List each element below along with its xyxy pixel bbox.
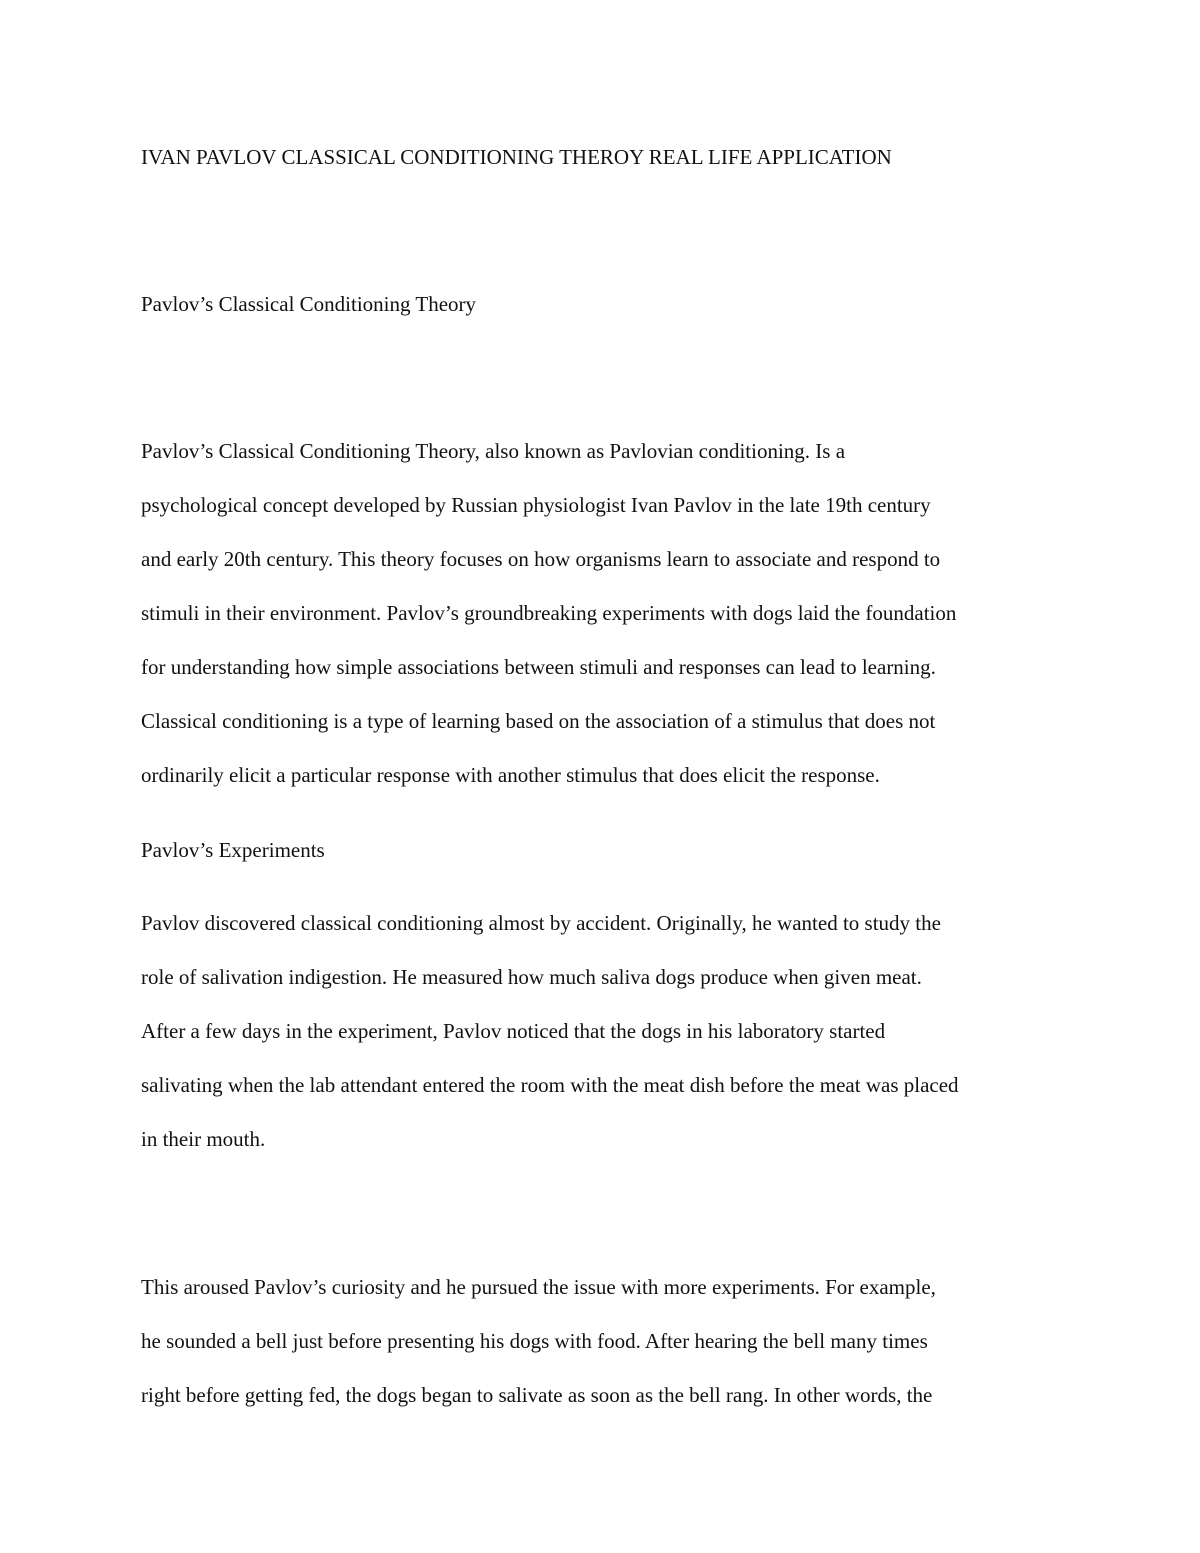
paragraph-line: After a few days in the experiment, Pavlov noticed that the dogs in his laboratory started	[141, 1019, 886, 1043]
section-heading-experiments: Pavlov’s Experiments	[141, 838, 325, 862]
paragraph-line: stimuli in their environment. Pavlov’s groundbreaking experiments with dogs laid the foundation	[141, 601, 957, 625]
paragraph-line: he sounded a bell just before presenting his dogs with food. After hearing the bell many times	[141, 1329, 928, 1353]
paragraph-line: for understanding how simple associations between stimuli and responses can lead to learning.	[141, 655, 936, 679]
paragraph-line: in their mouth.	[141, 1127, 266, 1151]
paragraph-line: role of salivation indigestion. He measured how much saliva dogs produce when given meat.	[141, 965, 922, 989]
paragraph-line: ordinarily elicit a particular response with another stimulus that does elicit the response.	[141, 763, 880, 787]
paragraph-line: Pavlov’s Classical Conditioning Theory, also known as Pavlovian conditioning. Is a	[141, 439, 846, 463]
paragraph-line: Pavlov discovered classical conditioning almost by accident. Originally, he wanted to study the	[141, 911, 941, 935]
paragraph-line: This aroused Pavlov’s curiosity and he pursued the issue with more experiments. For example,	[141, 1275, 936, 1299]
paragraph-line: Classical conditioning is a type of learning based on the association of a stimulus that does not	[141, 709, 936, 733]
paragraph-line: salivating when the lab attendant entered the room with the meat dish before the meat was placed	[141, 1073, 959, 1097]
document-title: IVAN PAVLOV CLASSICAL CONDITIONING THEROY REAL LIFE APPLICATION	[141, 145, 892, 169]
paragraph-line: psychological concept developed by Russian physiologist Ivan Pavlov in the late 19th century	[141, 493, 931, 517]
section-heading-theory: Pavlov’s Classical Conditioning Theory	[141, 292, 477, 316]
paragraph-line: and early 20th century. This theory focuses on how organisms learn to associate and respond to	[141, 547, 941, 571]
paragraph-line: right before getting fed, the dogs began to salivate as soon as the bell rang. In other words, the	[141, 1383, 933, 1407]
